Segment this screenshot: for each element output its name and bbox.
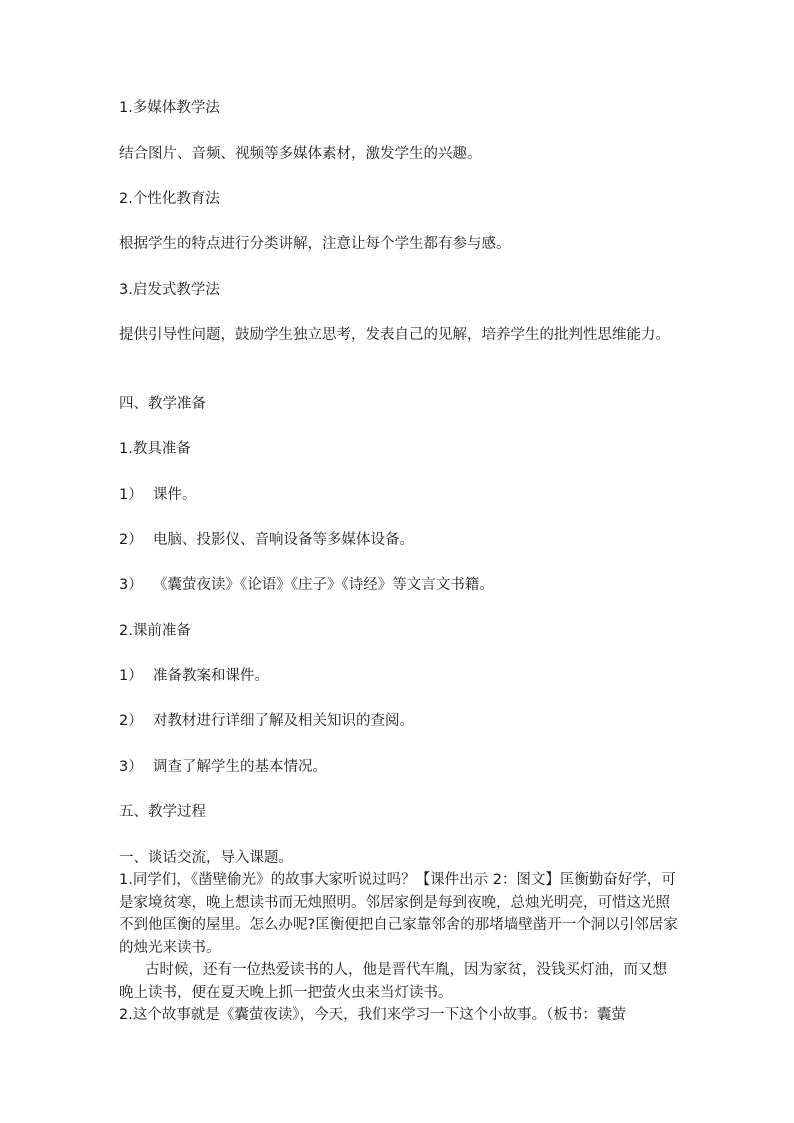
- tools-item-2: [119, 529, 414, 552]
- pre-item-3-text: 调查了解学生的基本情况。: [153, 759, 327, 775]
- method2-title: 2.个性化教育法: [119, 191, 220, 207]
- pre-item-1-text: 准备教案和课件。: [153, 668, 269, 684]
- tools-item-3: [119, 574, 494, 597]
- pre-item-1: [119, 665, 269, 688]
- pre-item-2: [119, 710, 414, 733]
- intro-paragraph-1: 1.同学们，《凿壁偷光》的故事大家听说过吗？【课件出示 2：图文】匡衡勤奋好学，可是家境贫寒，晚上想读书而无烛照明。邻居家倒是每到夜晚，总烛光明亮，可惜这光照不到他匡衡的屋里。怎么办呢?匡衡便把自己家靠邻舍的那堵墙壁凿开一个洞以引邻居家的烛光来读书。: [119, 872, 678, 956]
- tools-item-1: [119, 484, 197, 507]
- intro-paragraph-2: 古时候，还有一位热爱读书的人，他是晋代车胤，因为家贫，没钱买灯油，而又想晚上读书，便在夏天晚上抓一把萤火虫来当灯读书。: [119, 962, 667, 1001]
- pre-item-2-text: 对教材进行详细了解及相关知识的查阅。: [153, 713, 414, 729]
- method1-title: 1.多媒体教学法: [119, 100, 220, 116]
- pre-title: 2.课前准备: [119, 623, 191, 639]
- tools-item-1-num: 1）: [119, 487, 143, 503]
- pre-item-2-num: 2）: [119, 713, 143, 729]
- method2-body: 根据学生的特点进行分类讲解，注意让每个学生都有参与感。: [119, 236, 511, 252]
- pre-item-3: [119, 756, 327, 779]
- tools-item-2-text: 电脑、投影仪、音响设备等多媒体设备。: [153, 532, 414, 548]
- pre-item-1-num: 1）: [119, 668, 143, 684]
- pre-item-3-num: 3）: [119, 759, 143, 775]
- intro-paragraph-3: 2.这个故事就是《囊萤夜读》，今天，我们来学习一下这个小故事。（板书：囊萤: [119, 1007, 626, 1023]
- tools-item-2-num: 2）: [119, 532, 143, 548]
- tools-item-1-text: 课件。: [153, 487, 197, 503]
- tools-item-3-text: 《囊萤夜读》《论语》《庄子》《诗经》等文言文书籍。: [153, 577, 494, 593]
- tools-title: 1.教具准备: [119, 441, 191, 457]
- intro-heading: 一、谈话交流，导入课题。: [119, 850, 293, 866]
- method1-body: 结合图片、音频、视频等多媒体素材，激发学生的兴趣。: [119, 146, 482, 162]
- process-heading: 五、教学过程: [119, 804, 206, 820]
- method3-title: 3.启发式教学法: [119, 282, 220, 298]
- method3-body: 提供引导性问题，鼓励学生独立思考，发表自己的见解，培养学生的批判性思维能力。: [119, 327, 670, 343]
- prep-heading: 四、教学准备: [119, 396, 206, 412]
- tools-item-3-num: 3）: [119, 577, 143, 593]
